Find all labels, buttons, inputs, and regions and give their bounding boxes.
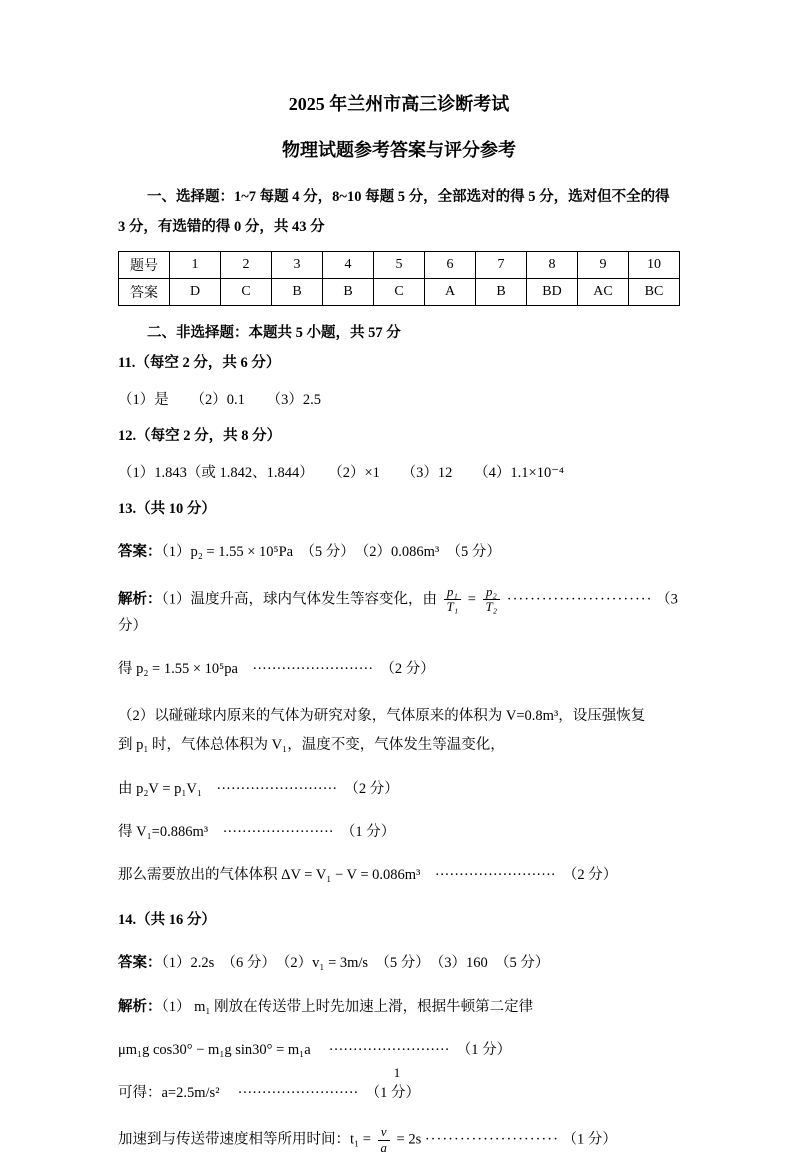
q13-answer-line	[118, 541, 680, 564]
answer-label: 答案：	[118, 955, 162, 972]
table-cell: B	[323, 278, 374, 305]
doc-subtitle: 物理试题参考答案与评分参考	[282, 140, 516, 160]
analysis-label: 解析：	[118, 998, 162, 1015]
table-cell: D	[170, 278, 221, 305]
table-cell: 10	[629, 251, 680, 278]
table-row-answers	[119, 278, 680, 305]
table-cell: BD	[527, 278, 578, 305]
q14-heading: 14.（共 16 分）	[118, 912, 216, 929]
table-label-cell: 答案	[119, 278, 170, 305]
answer-label: 答案：	[118, 544, 162, 561]
q14-eq-2: 可得：a=2.5m/s² ························· （1 分）	[118, 1084, 420, 1101]
table-cell: 9	[578, 251, 629, 278]
page-number: 1	[393, 1065, 401, 1080]
q13-eq-line-3: 那么需要放出的气体体积 ΔV = V₁ − V = 0.086m³ ························· （2 分）	[118, 867, 618, 884]
fraction-numerator: v	[378, 1125, 390, 1141]
table-cell: 7	[476, 251, 527, 278]
fraction-denominator: T₂	[485, 600, 498, 615]
q14-eq-1: μm₁g cos30° − m₁g sin30° = m₁a ························· （1 分）	[118, 1041, 512, 1058]
q14-analysis-content: （1） m₁ 刚放在传送带上时先加速上滑，根据牛顿第二定律	[161, 998, 534, 1015]
analysis-label: 解析：	[118, 591, 162, 608]
fraction-p2-t2	[483, 585, 501, 615]
q14-answer-line	[118, 952, 680, 975]
table-cell: 2	[221, 251, 272, 278]
fraction-denominator: a	[380, 1140, 387, 1155]
table-cell: C	[374, 278, 425, 305]
q13-paragraph2-line1: （2）以碰碰球内原来的气体为研究对象，气体原来的体积为 V=0.8m³，设压强恢复	[118, 708, 646, 725]
table-cell: BC	[629, 278, 680, 305]
dot-leader: ·························	[506, 591, 653, 608]
table-cell: 1	[170, 251, 221, 278]
equals-sign: =	[467, 591, 476, 608]
q14-answer-content: （1）2.2s （6 分） （2）v₁ = 3m/s （5 分） （3）160 （5 分）	[161, 955, 550, 972]
fraction-p1-t1	[444, 585, 462, 615]
q14-eq3-prefix: 加速到与传送带速度相等所用时间：t₁ =	[118, 1131, 371, 1148]
q14-eq-3	[118, 1125, 680, 1155]
q13-analysis-line-1	[118, 585, 680, 639]
fraction-v-a	[378, 1125, 390, 1155]
section1-heading: 一、选择题：1~7 每题 4 分，8~10 每题 5 分，全部选对的得 5 分，选对但不全的得 3 分，有选错的得 0 分，共 43 分	[118, 189, 670, 236]
score-note: （1 分）	[562, 1131, 617, 1148]
q13-paragraph2-line2: 到 p₁ 时，气体总体积为 V₁，温度不变，气体发生等温变化，	[118, 737, 505, 754]
dot-leader: ·······················	[424, 1131, 559, 1148]
fraction-numerator: p₁	[444, 585, 462, 601]
table-cell: AC	[578, 278, 629, 305]
table-cell: 4	[323, 251, 374, 278]
table-cell: 6	[425, 251, 476, 278]
q11-answers: （1）是 （2）0.1 （3）2.5	[118, 391, 321, 408]
q13-eq-line-1: 由 p₂V = p₁V₁ ························· （2 分）	[118, 780, 399, 797]
table-cell: B	[272, 278, 323, 305]
table-cell: 3	[272, 251, 323, 278]
q12-heading: 12.（每空 2 分，共 8 分）	[118, 428, 282, 445]
doc-title: 2025 年兰州市高三诊断考试	[288, 94, 510, 114]
q14-analysis-line	[118, 996, 680, 1019]
table-cell: C	[221, 278, 272, 305]
fraction-numerator: p₂	[483, 585, 501, 601]
table-label-cell: 题号	[119, 251, 170, 278]
score-note: （3 分）	[118, 591, 678, 634]
table-cell: B	[476, 278, 527, 305]
q11-heading: 11.（每空 2 分，共 6 分）	[118, 355, 281, 372]
table-row-question-numbers	[119, 251, 680, 278]
q13-heading: 13.（共 10 分）	[118, 501, 216, 518]
q13-analysis-prefix: （1）温度升高，球内气体发生等容变化，由	[161, 591, 437, 608]
table-cell: 5	[374, 251, 425, 278]
q13-line-p2: 得 p₂ = 1.55 × 10⁵pa ························· （2 分）	[118, 661, 435, 678]
table-cell: 8	[527, 251, 578, 278]
table-cell: A	[425, 278, 476, 305]
q14-eq3-suffix: = 2s	[396, 1131, 422, 1148]
fraction-denominator: T₁	[446, 600, 459, 615]
section2-heading: 二、非选择题：本题共 5 小题，共 57 分	[147, 324, 401, 341]
q13-answer-content: （1）p₂ = 1.55 × 10⁵Pa （5 分） （2）0.086m³ （5 分）	[161, 544, 501, 561]
q12-answers: （1）1.843（或 1.842、1.844） （2）×1 （3）12 （4）1.1×10⁻⁴	[118, 464, 564, 481]
q13-eq-line-2: 得 V₁=0.886m³ ······················· （1 分）	[118, 823, 396, 840]
answer-table	[118, 251, 680, 306]
